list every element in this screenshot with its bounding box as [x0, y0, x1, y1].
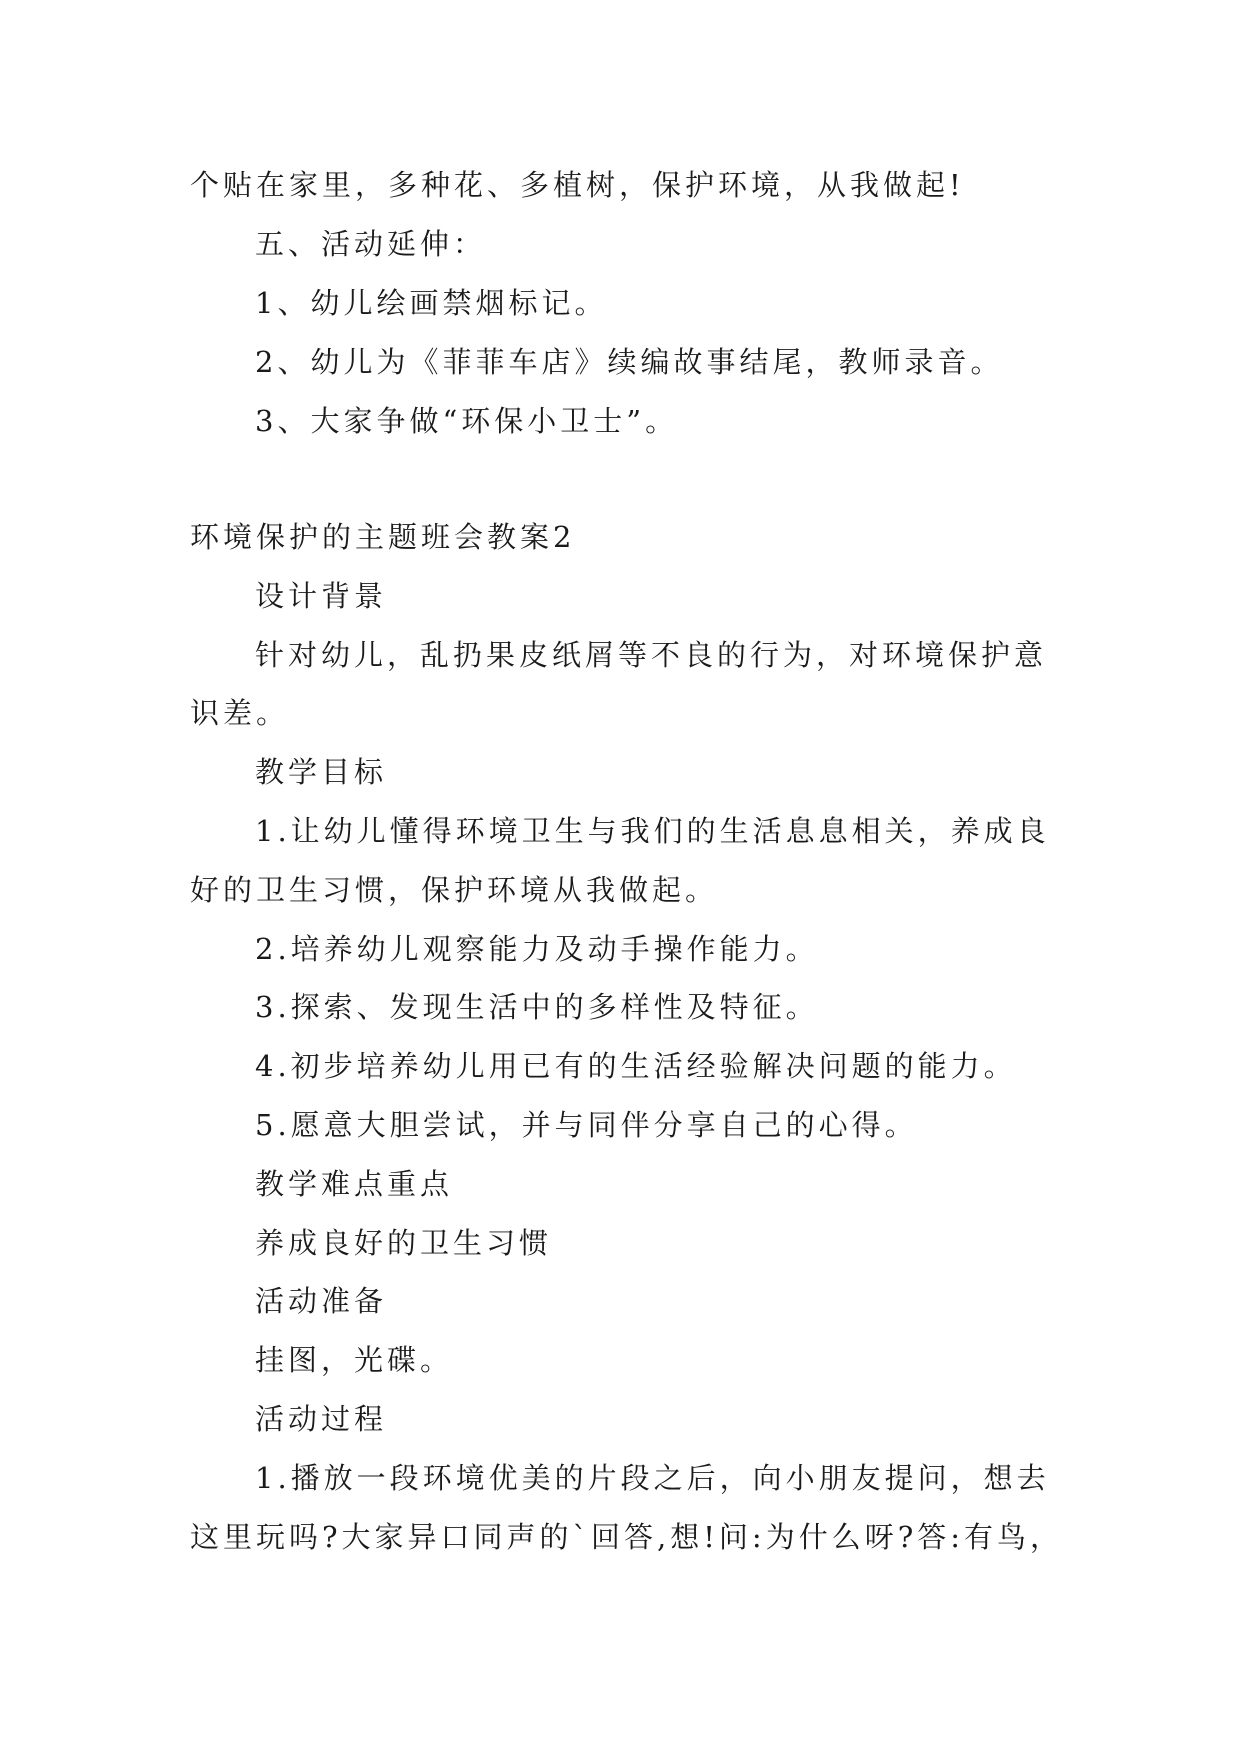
- text-line: 好的卫生习惯，保护环境从我做起。: [190, 873, 719, 907]
- list-item: 4.初步培养幼儿用已有的生活经验解决问题的能力。: [255, 1049, 1017, 1083]
- text-line: 这里玩吗?大家异口同声的`回答,想!问:为什么呀?答:有鸟，: [190, 1520, 1064, 1554]
- text-line: 针对幼儿，乱扔果皮纸屑等不良的行为，对环境保护意: [255, 638, 1048, 672]
- list-item: 3.探索、发现生活中的多样性及特征。: [255, 990, 819, 1024]
- list-item: 2.培养幼儿观察能力及动手操作能力。: [255, 932, 819, 966]
- section-heading: 五、活动延伸：: [255, 227, 487, 261]
- list-item: 1.播放一段环境优美的片段之后，向小朋友提问，想去: [255, 1461, 1050, 1495]
- document-title: 环境保护的主题班会教案2: [190, 520, 576, 554]
- list-item: 2、幼儿为《菲菲车店》续编故事结尾，教师录音。: [255, 345, 1004, 379]
- list-item: 3、大家争做“环保小卫士”。: [255, 404, 679, 438]
- section-heading: 设计背景: [255, 579, 388, 613]
- text-line: 挂图，光碟。: [255, 1343, 454, 1377]
- section-heading: 教学目标: [255, 755, 388, 789]
- text-line: 识差。: [190, 696, 290, 730]
- list-item: 1、幼儿绘画禁烟标记。: [255, 286, 608, 320]
- list-item: 5.愿意大胆尝试，并与同伴分享自己的心得。: [255, 1108, 918, 1142]
- section-heading: 教学难点重点: [255, 1167, 454, 1201]
- list-item: 1.让幼儿懂得环境卫生与我们的生活息息相关，养成良: [255, 814, 1050, 848]
- section-heading: 活动准备: [255, 1284, 388, 1318]
- text-line: 养成良好的卫生习惯: [255, 1226, 553, 1260]
- section-heading: 活动过程: [255, 1402, 388, 1436]
- text-line: 个贴在家里，多种花、多植树，保护环境，从我做起!: [190, 168, 965, 202]
